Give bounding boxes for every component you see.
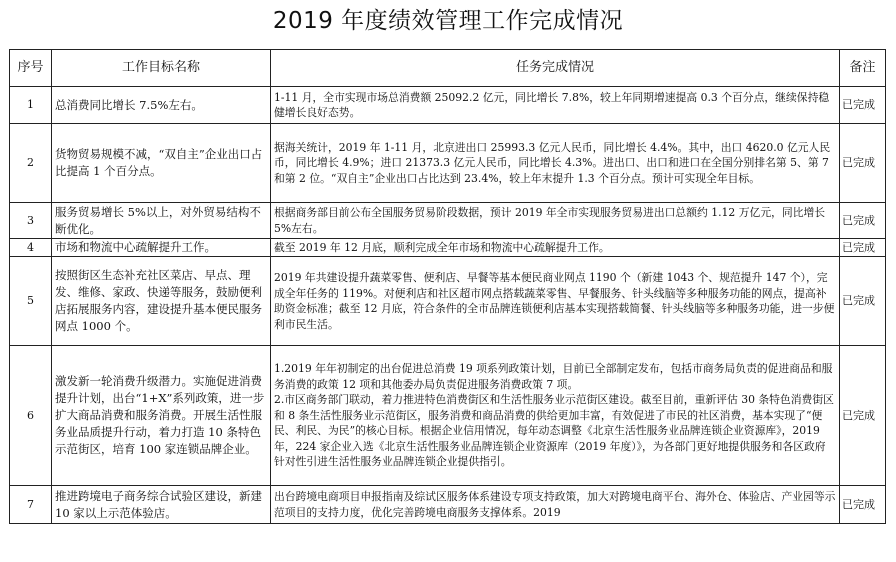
goal-cell: 推进跨境电子商务综合试验区建设，新建 10 家以上示范体验店。 xyxy=(52,486,271,524)
progress-paragraph: 1.2019 年年初制定的出台促进总消费 19 项系列政策计划，目前已全部制定发布，包括市商务局负责的促进商品和服务消费的政策 12 项和其他委办局负责促进服务消费政策 7 项。 xyxy=(274,362,833,391)
header-no: 序号 xyxy=(10,50,52,87)
progress-cell xyxy=(271,87,840,124)
progress-cell xyxy=(271,124,840,203)
table-row xyxy=(10,203,886,239)
progress-paragraph: 出台跨境电商项目申报指南及综试区服务体系建设专项支持政策，加大对跨境电商平台、海外仓、体验店、产业园等示范项目的支持力度，优化完善跨境电商服务支撑体系。2019 xyxy=(274,490,836,519)
performance-table xyxy=(9,49,886,524)
header-progress: 任务完成情况 xyxy=(271,50,840,87)
row-number: 1 xyxy=(10,87,52,124)
table-row xyxy=(10,257,886,346)
row-number: 5 xyxy=(10,257,52,346)
progress-cell xyxy=(271,203,840,239)
goal-cell: 激发新一轮消费升级潜力。实施促进消费提升计划，出台“1+X”系列政策，进一步扩大商品消费和服务消费。开展生活性服务业品质提升行动，着力打造 10 条特色示范街区，培育 100 家连锁品牌企业。 xyxy=(52,346,271,486)
status-cell: 已完成 xyxy=(840,203,886,239)
progress-cell xyxy=(271,486,840,524)
goal-cell: 货物贸易规模不减，“双自主”企业出口占比提高 1 个百分点。 xyxy=(52,124,271,203)
table-body xyxy=(10,87,886,524)
status-cell: 已完成 xyxy=(840,257,886,346)
status-cell: 已完成 xyxy=(840,124,886,203)
row-number: 6 xyxy=(10,346,52,486)
progress-paragraph: 截至 2019 年 12 月底，顺利完成全年市场和物流中心疏解提升工作。 xyxy=(274,240,610,254)
row-number: 4 xyxy=(10,239,52,257)
progress-paragraph: 据海关统计，2019 年 1-11 月，北京进出口 25993.3 亿元人民币，同比增长 4.4%。其中，出口 4620.0 亿元人民币，同比增长 4.9%；进口 21373.3 亿元人民币，同比增长 4.3%。进出口、出口和进口在全国分别排名第 5、第 7 和第 2 位。“双自主”企业出口占比达到 23.4%，较上年末提升 1.3 个百分点。预计可实现全年目标。 xyxy=(274,140,831,185)
header-status: 备注 xyxy=(840,50,886,87)
progress-paragraph: 1-11 月，全市实现市场总消费额 25092.2 亿元，同比增长 7.8%，较上年同期增速提高 0.3 个百分点，继续保持稳健增长良好态势。 xyxy=(274,90,830,119)
row-number: 2 xyxy=(10,124,52,203)
status-cell: 已完成 xyxy=(840,239,886,257)
goal-cell: 按照街区生态补充社区菜店、早点、理发、维修、家政、快递等服务，鼓励便利店拓展服务内容，建设提升基本便民服务网点 1000 个。 xyxy=(52,257,271,346)
progress-paragraph: 2019 年共建设提升蔬菜零售、便利店、早餐等基本便民商业网点 1190 个（新建 1043 个、规范提升 147 个），完成全年任务的 119%。对便利店和社区超市网点搭载蔬菜零售、早餐服务、针头线脑等多种服务功能的网点，提高补助资金标准；截至 12 月底，符合条件的全市品牌连锁便利店基本实现搭载简餐、针头线脑等多种服务功能，进一步便利市民生活。 xyxy=(274,271,835,331)
status-cell: 已完成 xyxy=(840,87,886,124)
row-number: 7 xyxy=(10,486,52,524)
table-row xyxy=(10,346,886,486)
table-row xyxy=(10,486,886,524)
goal-cell: 市场和物流中心疏解提升工作。 xyxy=(52,239,271,257)
goal-cell: 服务贸易增长 5%以上，对外贸易结构不断优化。 xyxy=(52,203,271,239)
table-row xyxy=(10,124,886,203)
table-row xyxy=(10,87,886,124)
status-cell: 已完成 xyxy=(840,346,886,486)
progress-cell xyxy=(271,239,840,257)
table-row xyxy=(10,239,886,257)
progress-paragraph: 2.市区商务部门联动，着力推进特色消费街区和生活性服务业示范街区建设。截至目前，重新评估 30 条特色消费街区和 8 条生活性服务业示范街区，服务消费和商品消费的供给更加丰富，有效促进了市民的社区消费，基本实现了“便民、利民、为民”的核心目标。根据企业信用情况，每年动态调整《北京生活性服务业品牌连锁企业资源库》，2019 年，224 家企业入选《北京生活性服务业品牌连锁企业资源库（2019 年度）》，为各部门更好地提供服务和各区政府针对性引进生活性服务业品牌连锁企业提供指引。 xyxy=(274,393,834,469)
goal-cell: 总消费同比增长 7.5%左右。 xyxy=(52,87,271,124)
row-number: 3 xyxy=(10,203,52,239)
progress-cell xyxy=(271,257,840,346)
document-title: 2019 年度绩效管理工作完成情况 xyxy=(272,8,624,34)
status-cell: 已完成 xyxy=(840,486,886,524)
progress-cell xyxy=(271,346,840,486)
table-header-row xyxy=(10,50,886,87)
header-goal: 工作目标名称 xyxy=(52,50,271,87)
progress-paragraph: 根据商务部目前公布全国服务贸易阶段数据，预计 2019 年全市实现服务贸易进出口总额约 1.12 万亿元，同比增长 5%左右。 xyxy=(274,206,826,235)
